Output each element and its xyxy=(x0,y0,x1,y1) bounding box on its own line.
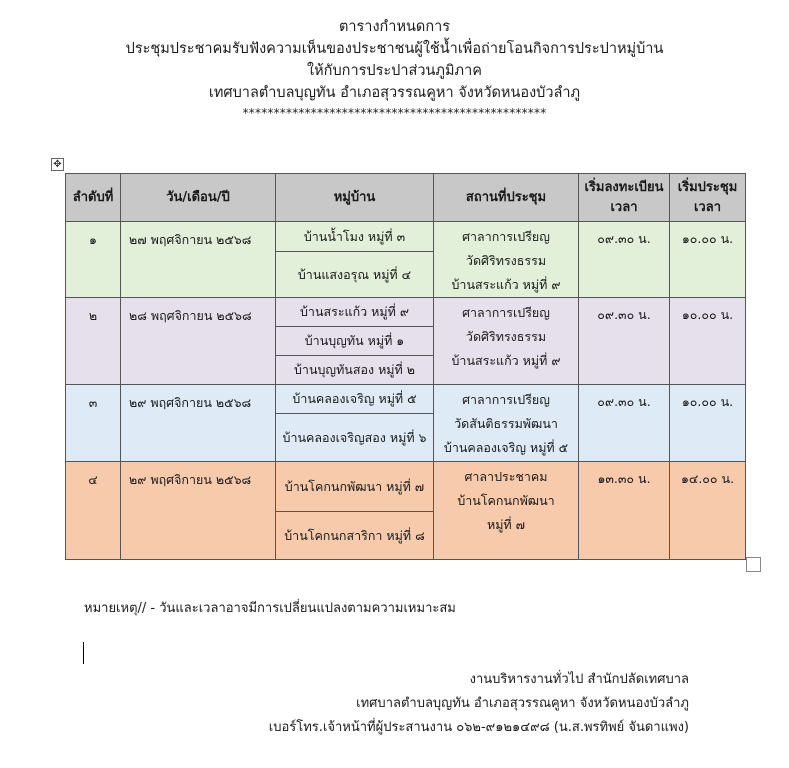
village-cell: บ้านน้ำโมง หมู่ที่ ๓ xyxy=(276,222,434,252)
place-cell xyxy=(434,385,579,462)
start-time-cell: ๑๐.๐๐ น. xyxy=(670,385,746,462)
place-line: ศาลาประชาคม xyxy=(464,469,548,484)
title-line-1: ตารางกำหนดการ xyxy=(338,19,451,35)
table-row xyxy=(66,385,746,414)
place-line: วัดศิริทรงธรรม xyxy=(465,329,547,344)
row-number-cell: ๓ xyxy=(66,385,121,462)
title-line-2: ประชุมประชาคมรับฟังความเห็นของประชาชนผู้ใช้น้ำเพื่อถ่ายโอนกิจการประปาหมู่บ้าน xyxy=(125,41,664,57)
header-village: หมู่บ้าน xyxy=(276,174,434,222)
place-line: บ้านคลองเจริญ หมู่ที่ ๕ xyxy=(443,440,569,455)
header-no: ลำดับที่ xyxy=(66,174,121,222)
date-cell: ๒๘ พฤศจิกายน ๒๕๖๘ xyxy=(121,298,276,385)
place-line: บ้านสระแก้ว หมู่ที่ ๙ xyxy=(451,353,561,368)
registration-time-cell: ๐๙.๓๐ น. xyxy=(579,385,670,462)
place-cell xyxy=(434,222,579,298)
note-text: หมายเหตุ// - วันและเวลาอาจมีการเปลี่ยนแปลงตามความเหมาะสม xyxy=(84,601,456,616)
registration-time-cell: ๐๙.๓๐ น. xyxy=(579,298,670,385)
place-line: ศาลาการเปรียญ xyxy=(462,229,550,244)
footer-block xyxy=(269,668,689,740)
header-place: สถานที่ประชุม xyxy=(434,174,579,222)
start-time-cell: ๑๐.๐๐ น. xyxy=(670,222,746,298)
document-header xyxy=(0,16,789,122)
start-time-cell: ๑๐.๐๐ น. xyxy=(670,298,746,385)
start-time-cell: ๑๔.๐๐ น. xyxy=(670,462,746,560)
place-cell xyxy=(434,462,579,560)
village-cell: บ้านบุญทัน หมู่ที่ ๑ xyxy=(276,327,434,356)
footer-line-3: เบอร์โทร.เจ้าหน้าที่ผู้ประสานงาน ๐๖๒-๙๑๒๑๔๙๘ (น.ส.พรทิพย์ จันดาแพง) xyxy=(268,720,689,735)
header-date: วัน/เดือน/ปี xyxy=(121,174,276,222)
village-cell: บ้านโคกนกสาริกา หมู่ที่ ๘ xyxy=(276,512,434,560)
registration-time-cell: ๐๙.๓๐ น. xyxy=(579,222,670,298)
table-resize-handle[interactable] xyxy=(746,557,761,572)
row-number-cell: ๔ xyxy=(66,462,121,560)
date-cell: ๒๗ พฤศจิกายน ๒๕๖๘ xyxy=(121,222,276,298)
row-number-cell: ๑ xyxy=(66,222,121,298)
schedule-table xyxy=(65,173,746,560)
place-line: ศาลาการเปรียญ xyxy=(462,305,550,320)
place-line: วัดศิริทรงธรรม xyxy=(465,253,547,268)
title-line-4: เทศบาลตำบลบุญทัน อำเภอสุวรรณคูหา จังหวัดหนองบัวลำภู xyxy=(208,85,581,101)
village-cell: บ้านบุญทันสอง หมู่ที่ ๒ xyxy=(276,356,434,385)
text-cursor xyxy=(83,642,84,664)
village-cell: บ้านคลองเจริญ หมู่ที่ ๕ xyxy=(276,385,434,414)
footer-line-1: งานบริหารงานทั่วไป สำนักปลัดเทศบาล xyxy=(469,672,689,687)
stars-separator: ************************************************* xyxy=(242,106,547,120)
place-line: หมู่ที่ ๗ xyxy=(486,517,526,532)
header-reg-time: เริ่มลงทะเบียนเวลา xyxy=(579,174,670,222)
table-row xyxy=(66,222,746,252)
village-cell: บ้านคลองเจริญสอง หมู่ที่ ๖ xyxy=(276,414,434,462)
registration-time-cell: ๑๓.๓๐ น. xyxy=(579,462,670,560)
place-line: บ้านโคกนกพัฒนา xyxy=(457,493,555,508)
title-line-3: ให้กับการประปาส่วนภูมิภาค xyxy=(307,63,482,79)
footer-line-2: เทศบาลตำบลบุญทัน อำเภอสุวรรณคูหา จังหวัดหนองบัวลำภู xyxy=(356,696,689,711)
table-move-handle-icon[interactable]: ✥ xyxy=(51,158,64,171)
place-line: บ้านสระแก้ว หมู่ที่ ๙ xyxy=(451,277,561,292)
village-cell: บ้านโคกนกพัฒนา หมู่ที่ ๗ xyxy=(276,462,434,512)
row-number-cell: ๒ xyxy=(66,298,121,385)
table-row xyxy=(66,298,746,327)
table-header-row xyxy=(66,174,746,222)
header-start-time: เริ่มประชุมเวลา xyxy=(670,174,746,222)
place-line: ศาลาการเปรียญ xyxy=(462,392,550,407)
date-cell: ๒๙ พฤศจิกายน ๒๕๖๘ xyxy=(121,462,276,560)
table-row xyxy=(66,462,746,512)
date-cell: ๒๙ พฤศจิกายน ๒๕๖๘ xyxy=(121,385,276,462)
place-cell xyxy=(434,298,579,385)
place-line: วัดสันติธรรมพัฒนา xyxy=(454,416,558,431)
village-cell: บ้านสระแก้ว หมู่ที่ ๙ xyxy=(276,298,434,327)
village-cell: บ้านแสงอรุณ หมู่ที่ ๔ xyxy=(276,252,434,298)
